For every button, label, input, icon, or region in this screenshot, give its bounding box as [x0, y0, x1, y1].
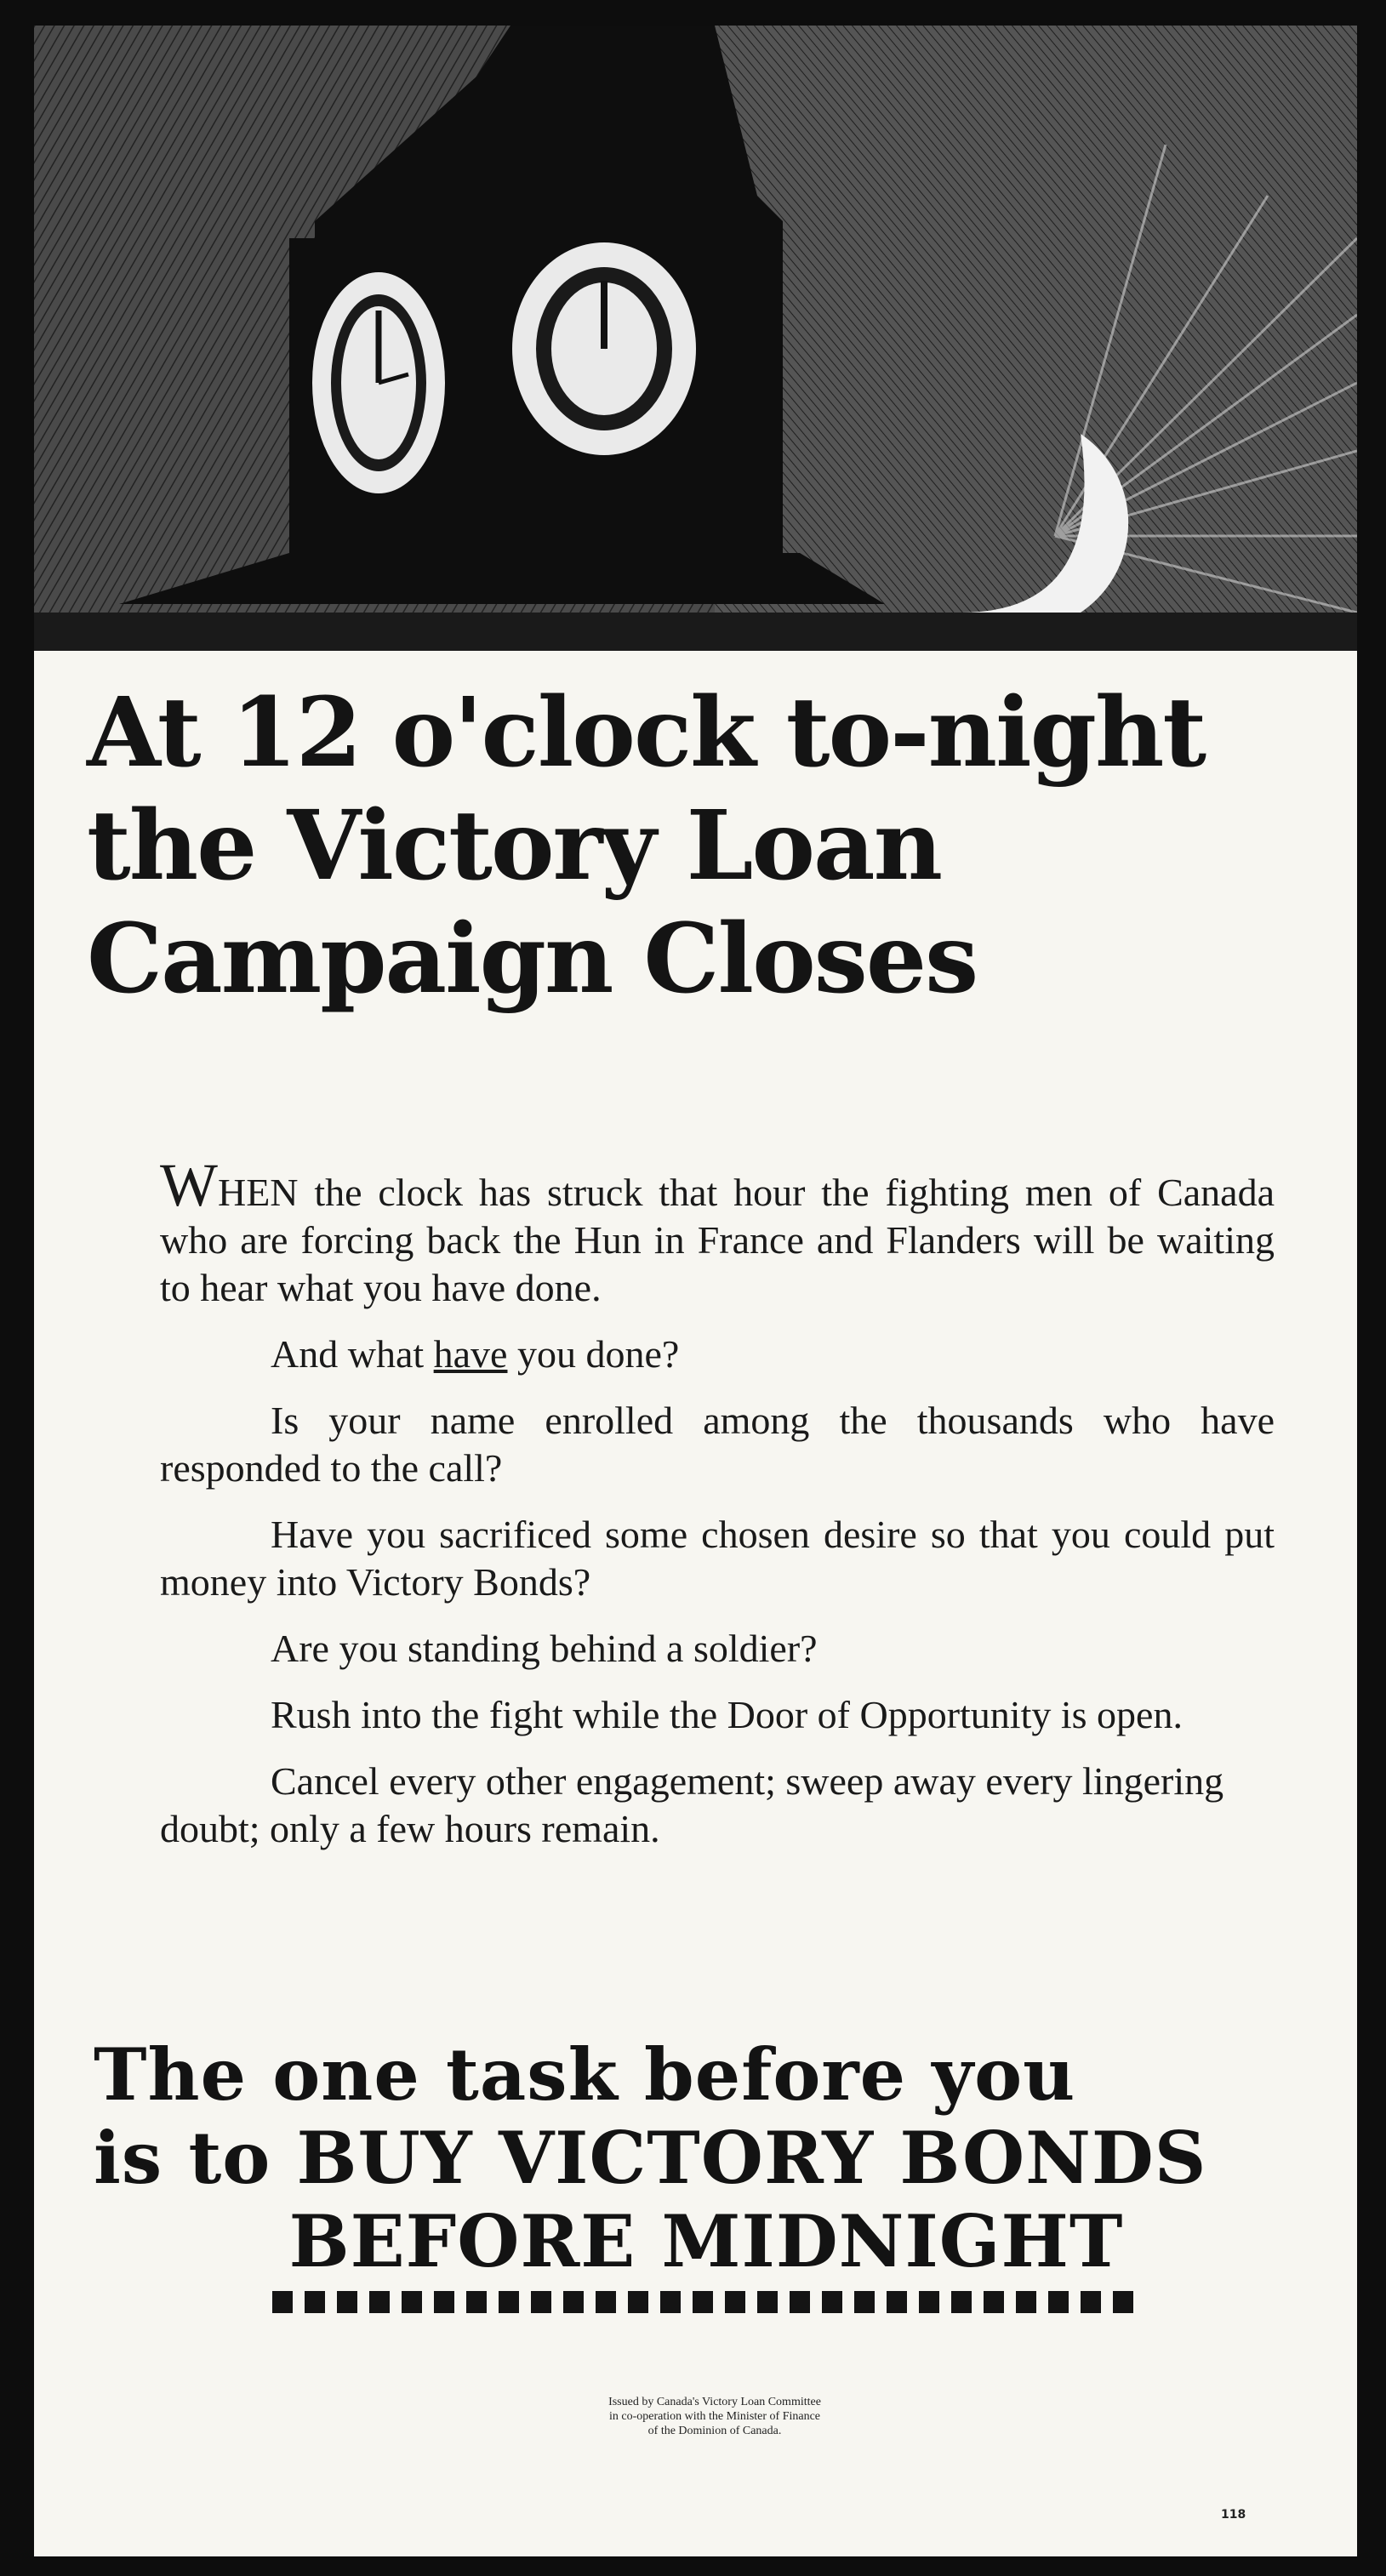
cta-line-3: BEFORE MIDNIGHT	[288, 2199, 1124, 2283]
page-number: 118	[1221, 2508, 1246, 2522]
poster-text-panel	[34, 651, 1357, 2556]
credit-line-1: Issued by Canada's Victory Loan Committee	[608, 2396, 821, 2408]
headline	[87, 676, 1320, 1016]
body-paragraph: Rush into the fight while the Door of Opportunity is open.	[271, 1693, 1183, 1736]
dashed-rule	[272, 2291, 1140, 2313]
credit-line-3: of the Dominion of Canada.	[647, 2425, 782, 2437]
question-paragraph	[160, 1331, 1275, 1378]
call-to-action	[94, 2033, 1319, 2283]
body-text	[160, 1151, 1275, 1872]
question-after: you done?	[507, 1332, 680, 1376]
opening-paragraph: WHEN the clock has struck that hour the fighting men of Canada who are forcing back the Hun in France and Flanders will be waiting to hear what you have done.	[160, 1151, 1275, 1309]
body-paragraph: Have you sacrificed some chosen desire so that you could put money into Victory Bonds?	[160, 1513, 1275, 1604]
cta-line-1: The one task before you	[94, 2032, 1076, 2117]
clock-tower-moon-illustration	[34, 26, 1357, 651]
headline-line-2: the Victory Loan	[87, 790, 942, 902]
body-paragraph: Are you standing behind a soldier?	[271, 1627, 818, 1670]
credit-line-2: in co-operation with the Minister of Finance	[608, 2410, 821, 2423]
credits	[510, 2395, 919, 2438]
question-emphasis: have	[433, 1332, 508, 1376]
body-paragraph: Is your name enrolled among the thousands who have responded to the call?	[160, 1399, 1275, 1490]
headline-line-1: At 12 o'clock to-night	[87, 677, 1206, 789]
question-before: And what	[271, 1332, 434, 1376]
clock-tower-moon-icon	[34, 26, 1357, 651]
headline-line-3: Campaign Closes	[87, 903, 978, 1015]
body-paragraph: Cancel every other engagement; sweep away every lingering doubt; only a few hours remain.	[160, 1759, 1224, 1850]
cta-line-2: is to BUY VICTORY BONDS	[94, 2116, 1207, 2200]
